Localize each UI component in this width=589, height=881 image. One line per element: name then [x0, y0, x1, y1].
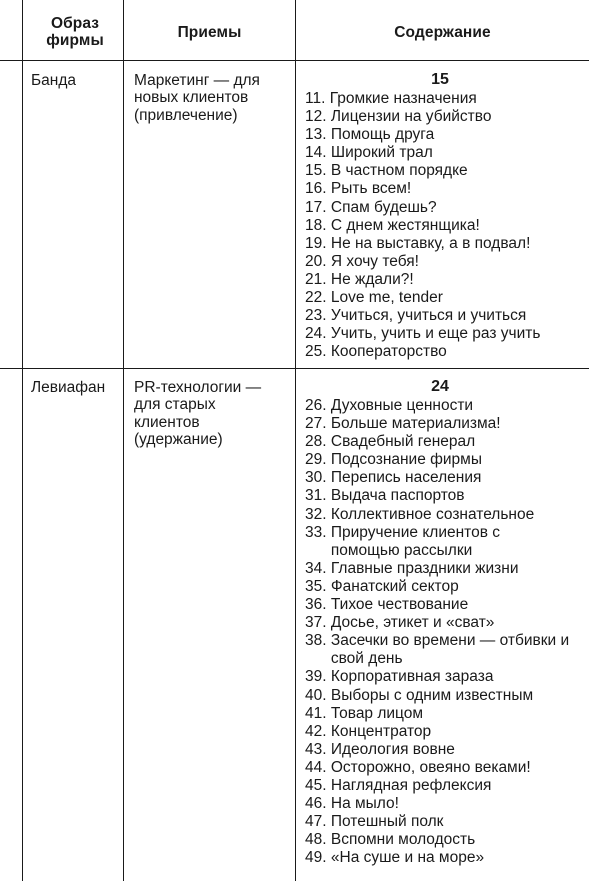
column-divider-2 — [295, 0, 296, 881]
row-1-image: Банда — [31, 72, 77, 89]
list-item — [305, 705, 573, 723]
item-number: 39. — [305, 668, 327, 686]
item-title: Я хочу тебя! — [330, 252, 419, 270]
row-2-items-list — [305, 397, 573, 867]
item-title: Спам будешь? — [330, 198, 437, 216]
item-number: 12. — [305, 108, 327, 126]
list-item — [305, 723, 573, 741]
item-number: 17. — [305, 198, 327, 216]
row-1-techniques: Маркетинг — для новых клиентов (привлечение) — [134, 72, 260, 124]
column-divider-1 — [123, 0, 124, 881]
item-number: 38. — [305, 632, 327, 650]
item-number: 16. — [305, 180, 327, 198]
list-item — [305, 108, 573, 126]
item-number: 35. — [305, 577, 327, 595]
item-number: 21. — [305, 270, 327, 288]
list-item — [305, 614, 573, 632]
item-number: 42. — [305, 722, 327, 740]
list-item — [305, 596, 573, 614]
item-number: 15. — [305, 162, 327, 180]
list-item — [305, 397, 573, 415]
table-border-left — [22, 0, 23, 881]
list-item — [305, 795, 573, 813]
list-item — [305, 253, 573, 271]
item-number: 13. — [305, 126, 327, 144]
item-title: Не ждали?! — [330, 270, 414, 288]
header-content-column: Содержание — [394, 24, 491, 41]
item-title: Приручение клиентов с помощью рассылки — [330, 523, 501, 559]
list-item — [305, 343, 573, 361]
list-item — [305, 469, 573, 487]
item-number: 43. — [305, 740, 327, 758]
item-title: Корпоративная зараза — [330, 668, 494, 686]
item-number: 30. — [305, 469, 327, 487]
item-number: 47. — [305, 813, 327, 831]
list-item — [305, 849, 573, 867]
item-number: 11. — [305, 90, 326, 107]
item-title: Перепись населения — [330, 469, 482, 487]
item-number: 14. — [305, 144, 327, 162]
item-title: Громкие назначения — [329, 90, 477, 107]
item-number: 36. — [305, 596, 327, 614]
item-title: Наглядная рефлексия — [330, 776, 492, 794]
item-number: 44. — [305, 758, 327, 776]
list-item — [305, 325, 573, 343]
item-title: Подсознание фирмы — [330, 451, 482, 469]
item-number: 37. — [305, 614, 327, 632]
list-item — [305, 90, 573, 108]
item-title: Кооператорство — [330, 343, 447, 361]
item-title: Досье, этикет и «сват» — [330, 614, 495, 632]
row-2-techniques: PR-технологии — для старых клиентов (удержание) — [134, 379, 262, 449]
item-number: 33. — [305, 523, 327, 541]
item-title: На мыло! — [330, 795, 399, 813]
item-title: С днем жестянщика! — [330, 216, 480, 234]
item-number: 24. — [305, 325, 327, 343]
row-divider — [0, 368, 589, 369]
item-number: 18. — [305, 216, 327, 234]
header-techniques-column: Приемы — [177, 24, 242, 41]
item-title: Концентратор — [330, 722, 432, 740]
header-divider — [0, 60, 589, 61]
list-item — [305, 487, 573, 505]
item-title: Коллективное сознательное — [330, 505, 535, 523]
item-number: 25. — [305, 343, 327, 361]
list-item — [305, 687, 573, 705]
list-item — [305, 199, 573, 217]
item-number: 49. — [305, 849, 327, 867]
item-title: Засечки во времени — отбивки и свой день — [330, 632, 570, 668]
item-title: Учиться, учиться и учиться — [330, 307, 527, 325]
list-item — [305, 433, 573, 451]
list-item — [305, 180, 573, 198]
item-title: Выдача паспортов — [330, 487, 465, 505]
list-item — [305, 560, 573, 578]
item-title: Помощь друга — [330, 126, 435, 144]
list-item — [305, 144, 573, 162]
item-title: Главные праздники жизни — [330, 559, 519, 577]
item-title: Потешный полк — [330, 813, 444, 831]
list-item — [305, 578, 573, 596]
list-item — [305, 813, 573, 831]
item-number: 27. — [305, 415, 327, 433]
item-title: В частном порядке — [330, 162, 468, 180]
item-title: Идеология вовне — [330, 740, 455, 758]
item-title: Духовные ценности — [330, 397, 474, 414]
item-number: 29. — [305, 451, 327, 469]
list-item — [305, 126, 573, 144]
item-number: 28. — [305, 433, 327, 451]
row-2-image: Левиафан — [31, 379, 106, 396]
header-image-column: Образ фирмы — [46, 15, 104, 49]
item-title: Осторожно, овеяно веками! — [330, 758, 531, 776]
item-number: 31. — [305, 487, 327, 505]
item-number: 46. — [305, 795, 327, 813]
list-item — [305, 759, 573, 777]
list-item — [305, 162, 573, 180]
item-title: Свадебный генерал — [330, 433, 476, 451]
item-number: 19. — [305, 234, 327, 252]
list-item — [305, 632, 573, 668]
list-item — [305, 271, 573, 289]
item-number: 32. — [305, 505, 327, 523]
list-item — [305, 777, 573, 795]
item-title: Love me, tender — [330, 289, 443, 307]
list-item — [305, 415, 573, 433]
item-number: 34. — [305, 559, 327, 577]
item-title: Фанатский сектор — [330, 577, 459, 595]
row-2-count: 24 — [431, 378, 449, 395]
item-title: Рыть всем! — [330, 180, 412, 198]
list-item — [305, 451, 573, 469]
row-1-count: 15 — [431, 71, 449, 88]
item-title: «На суше и на море» — [330, 849, 485, 867]
item-title: Выборы с одним известным — [330, 686, 534, 704]
item-title: Товар лицом — [330, 704, 424, 722]
item-number: 23. — [305, 307, 327, 325]
list-item — [305, 235, 573, 253]
list-item — [305, 289, 573, 307]
item-title: Вспомни молодость — [330, 831, 476, 849]
list-item — [305, 741, 573, 759]
list-item — [305, 831, 573, 849]
list-item — [305, 217, 573, 235]
list-item — [305, 307, 573, 325]
item-number: 26. — [305, 397, 327, 414]
item-title: Не на выставку, а в подвал! — [330, 234, 531, 252]
item-title: Широкий трал — [330, 144, 433, 162]
item-number: 20. — [305, 252, 327, 270]
list-item — [305, 668, 573, 686]
list-item — [305, 524, 573, 560]
item-number: 41. — [305, 704, 327, 722]
item-title: Тихое чествование — [330, 596, 469, 614]
row-1-items-list — [305, 90, 573, 361]
item-title: Лицензии на убийство — [330, 108, 492, 126]
item-title: Больше материализма! — [330, 415, 501, 433]
list-item — [305, 506, 573, 524]
item-number: 45. — [305, 776, 327, 794]
item-title: Учить, учить и еще раз учить — [330, 325, 541, 343]
item-number: 48. — [305, 831, 327, 849]
item-number: 40. — [305, 686, 327, 704]
item-number: 22. — [305, 289, 327, 307]
